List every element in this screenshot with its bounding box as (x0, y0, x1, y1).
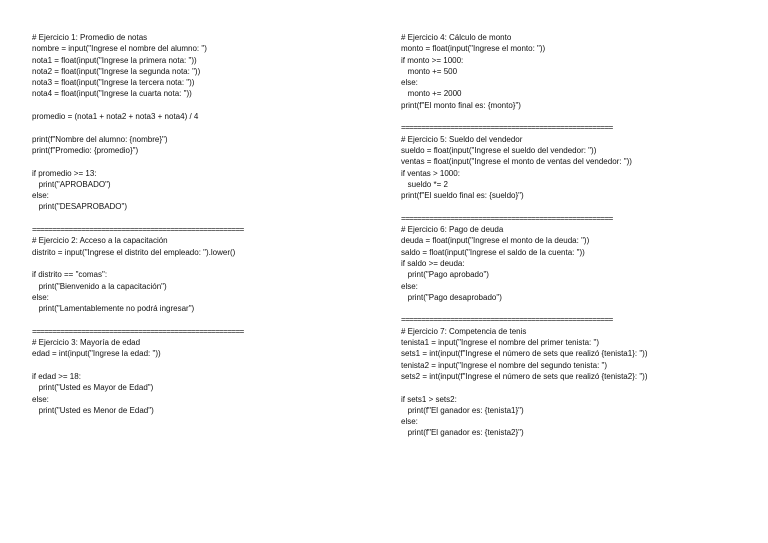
code-line: sueldo = float(input("Ingrese el sueldo del vendedor: ")) (401, 145, 597, 155)
code-line: nota4 = float(input("Ingrese la cuarta nota: ")) (32, 89, 192, 99)
code-line: print(f"El ganador es: {tenista2}") (401, 428, 524, 438)
exercise-heading: # Ejercicio 5: Sueldo del vendedor (401, 134, 523, 144)
separator-line: ==================================================== (32, 225, 244, 235)
exercise-heading: # Ejercicio 6: Pago de deuda (401, 225, 504, 235)
code-line: nombre = input("Ingrese el nombre del alumno: ") (32, 44, 207, 54)
blank-line (32, 156, 362, 167)
code-line: sueldo *= 2 (401, 179, 448, 189)
code-line: else: (401, 281, 418, 291)
separator-line: ==================================================== (401, 315, 613, 325)
code-line: print("Pago aprobado") (401, 270, 489, 280)
code-line: else: (32, 394, 49, 404)
code-line: distrito = input("Ingrese el distrito del empleado: ").lower() (32, 247, 236, 257)
blank-line (32, 258, 362, 269)
code-line: edad = int(input("Ingrese la edad: ")) (32, 349, 161, 359)
code-line: nota2 = float(input("Ingrese la segunda nota: ")) (32, 66, 201, 76)
code-line: print(f"Promedio: {promedio}") (32, 145, 139, 155)
code-line: sets2 = int(input(f"Ingrese el número de sets que realizó {tenista2}: ")) (401, 371, 648, 381)
code-line: print("DESAPROBADO") (32, 202, 128, 212)
code-line: if saldo >= deuda: (401, 258, 465, 268)
code-line: tenista2 = input("Ingrese el nombre del segundo tenista: ") (401, 360, 608, 370)
code-line: print(f"El ganador es: {tenista1}") (401, 405, 524, 415)
code-line: deuda = float(input("Ingrese el monto de la deuda: ")) (401, 236, 590, 246)
code-line: print("Usted es Menor de Edad") (32, 405, 154, 415)
code-line: saldo = float(input("Ingrese el saldo de la cuenta: ")) (401, 247, 585, 257)
exercise-heading: # Ejercicio 1: Promedio de notas (32, 33, 148, 42)
code-line: nota3 = float(input("Ingrese la tercera nota: ")) (32, 78, 195, 88)
code-line: else: (32, 191, 49, 201)
blank-line (32, 213, 362, 224)
code-line: print("Lamentablemente no podrá ingresar") (32, 304, 195, 314)
separator-line: ==================================================== (401, 123, 613, 133)
code-line: monto += 2000 (401, 89, 462, 99)
blank-line (401, 303, 751, 314)
blank-line (401, 111, 751, 122)
blank-line (401, 201, 751, 212)
code-line: else: (401, 417, 418, 427)
code-line: print("Usted es Mayor de Edad") (32, 383, 154, 393)
blank-line (32, 100, 362, 111)
code-line: print(f"Nombre del alumno: {nombre}") (32, 134, 168, 144)
code-line: tenista1 = input("Ingrese el nombre del primer tenista: ") (401, 338, 599, 348)
blank-line (32, 314, 362, 325)
code-line: if monto >= 1000: (401, 55, 464, 65)
blank-line (32, 360, 362, 371)
code-line: monto = float(input("Ingrese el monto: ")) (401, 44, 546, 54)
code-line: promedio = (nota1 + nota2 + nota3 + nota4) / 4 (32, 112, 199, 122)
code-line: if sets1 > sets2: (401, 394, 457, 404)
right-code-column (401, 32, 751, 439)
separator-line: ==================================================== (401, 213, 613, 223)
left-code-column (32, 32, 362, 416)
exercise-heading: # Ejercicio 3: Mayoría de edad (32, 338, 141, 348)
code-line: print("Pago desaprobado") (401, 292, 502, 302)
code-line: ventas = float(input("Ingrese el monto de ventas del vendedor: ")) (401, 157, 632, 167)
code-line: else: (401, 78, 418, 88)
exercise-heading: # Ejercicio 7: Competencia de tenis (401, 326, 527, 336)
code-line: if ventas > 1000: (401, 168, 460, 178)
exercise-heading: # Ejercicio 2: Acceso a la capacitación (32, 236, 168, 246)
code-line: print("APROBADO") (32, 179, 111, 189)
code-line: if distrito == "comas": (32, 270, 108, 280)
blank-line (32, 122, 362, 133)
code-line: print(f"El sueldo final es: {sueldo}") (401, 191, 524, 201)
separator-line: ==================================================== (32, 326, 244, 336)
code-line: sets1 = int(input(f"Ingrese el número de sets que realizó {tenista1}: ")) (401, 349, 648, 359)
blank-line (401, 382, 751, 393)
code-line: nota1 = float(input("Ingrese la primera nota: ")) (32, 55, 197, 65)
code-line: if promedio >= 13: (32, 168, 97, 178)
code-line: monto += 500 (401, 66, 458, 76)
code-line: if edad >= 18: (32, 371, 81, 381)
code-line: else: (32, 292, 49, 302)
exercise-heading: # Ejercicio 4: Cálculo de monto (401, 33, 512, 42)
code-line: print(f"El monto final es: {monto}") (401, 100, 521, 110)
code-line: print("Bienvenido a la capacitación") (32, 281, 167, 291)
